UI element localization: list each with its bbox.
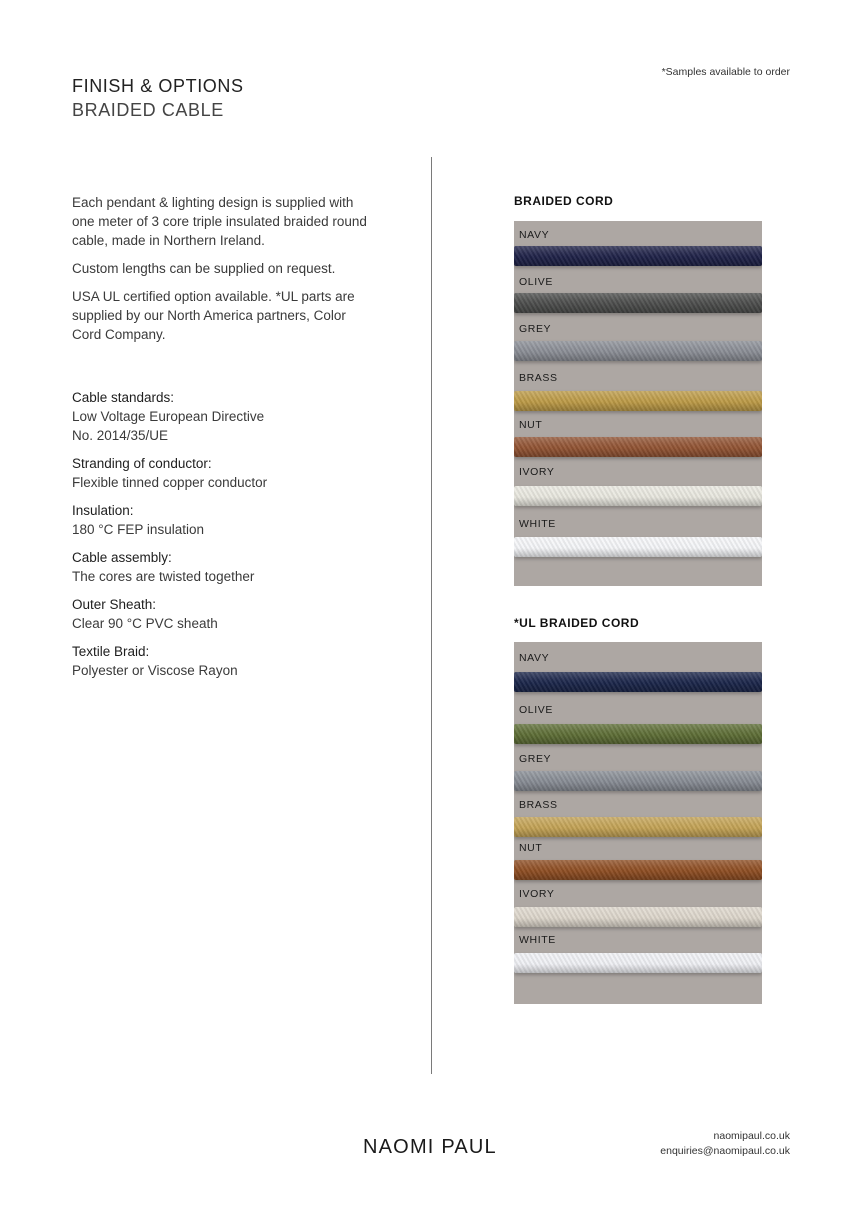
swatch-label-navy: NAVY xyxy=(519,652,550,664)
intro-text xyxy=(72,193,372,353)
cord-swatch-nut xyxy=(514,437,762,457)
swatch-label-olive: OLIVE xyxy=(519,276,553,288)
swatch-label-ivory: IVORY xyxy=(519,888,555,900)
cord-swatch-olive xyxy=(514,293,762,313)
spec-cable-assembly xyxy=(72,548,372,586)
spec-stranding xyxy=(72,454,372,492)
swatch-label-nut: NUT xyxy=(519,842,543,854)
cord-swatch-brass xyxy=(514,391,762,411)
cord-swatch-grey xyxy=(514,341,762,361)
spec-value: 180 °C FEP insulation xyxy=(72,522,204,537)
braided-cord-title: BRAIDED CORD xyxy=(514,194,614,208)
spec-value: Flexible tinned copper conductor xyxy=(72,475,268,490)
swatch-label-brass: BRASS xyxy=(519,372,558,384)
swatch-label-white: WHITE xyxy=(519,934,556,946)
spec-label: Outer Sheath: xyxy=(72,597,157,612)
column-divider xyxy=(431,157,432,1074)
cord-swatch-white xyxy=(514,537,762,557)
cord-swatch-navy xyxy=(514,246,762,266)
spec-label: Cable assembly: xyxy=(72,550,172,565)
cord-swatch-ivory xyxy=(514,907,762,927)
swatch-label-navy: NAVY xyxy=(519,229,550,241)
spec-label: Textile Braid: xyxy=(72,644,150,659)
spec-value: Low Voltage European Directive No. 2014/35/UE xyxy=(72,409,265,443)
swatch-label-grey: GREY xyxy=(519,753,552,765)
ul-braided-cord-swatches xyxy=(514,642,762,1004)
website-link[interactable]: naomipaul.co.uk xyxy=(713,1130,790,1142)
cord-swatch-nut xyxy=(514,860,762,880)
spec-cable-standards xyxy=(72,388,372,445)
contact-info xyxy=(600,1129,790,1159)
email-link[interactable]: enquiries@naomipaul.co.uk xyxy=(660,1145,790,1157)
intro-paragraph: USA UL certified option available. *UL parts are supplied by our North America partners, Color Cord Company. xyxy=(72,289,355,342)
swatch-label-olive: OLIVE xyxy=(519,704,553,716)
spec-label: Cable standards: xyxy=(72,390,175,405)
spec-textile-braid xyxy=(72,642,372,680)
spec-value: Polyester or Viscose Rayon xyxy=(72,663,238,678)
spec-label: Stranding of conductor: xyxy=(72,456,212,471)
spec-outer-sheath xyxy=(72,595,372,633)
cord-swatch-navy xyxy=(514,672,762,692)
cable-specs xyxy=(72,388,372,689)
spec-value: Clear 90 °C PVC sheath xyxy=(72,616,218,631)
page-subtitle: BRAIDED CABLE xyxy=(72,100,224,120)
swatch-label-brass: BRASS xyxy=(519,799,558,811)
samples-note: *Samples available to order xyxy=(661,66,790,78)
brand-logo: NAOMI PAUL xyxy=(363,1136,497,1158)
spec-insulation xyxy=(72,501,372,539)
cord-swatch-white xyxy=(514,953,762,973)
swatch-label-nut: NUT xyxy=(519,419,543,431)
cord-swatch-brass xyxy=(514,817,762,837)
cord-swatch-grey xyxy=(514,771,762,791)
intro-paragraph: Each pendant & lighting design is supplied with one meter of 3 core triple insulated braided round cable, made in Northern Ireland. xyxy=(72,195,367,248)
swatch-label-grey: GREY xyxy=(519,323,552,335)
cord-swatch-ivory xyxy=(514,486,762,506)
ul-braided-cord-title: *UL BRAIDED CORD xyxy=(514,616,640,630)
intro-paragraph: Custom lengths can be supplied on request. xyxy=(72,261,336,276)
braided-cord-swatches xyxy=(514,221,762,586)
spec-label: Insulation: xyxy=(72,503,134,518)
spec-value: The cores are twisted together xyxy=(72,569,255,584)
swatch-label-ivory: IVORY xyxy=(519,466,555,478)
swatch-label-white: WHITE xyxy=(519,518,556,530)
page-title: FINISH & OPTIONS xyxy=(72,76,244,96)
cord-swatch-olive xyxy=(514,724,762,744)
